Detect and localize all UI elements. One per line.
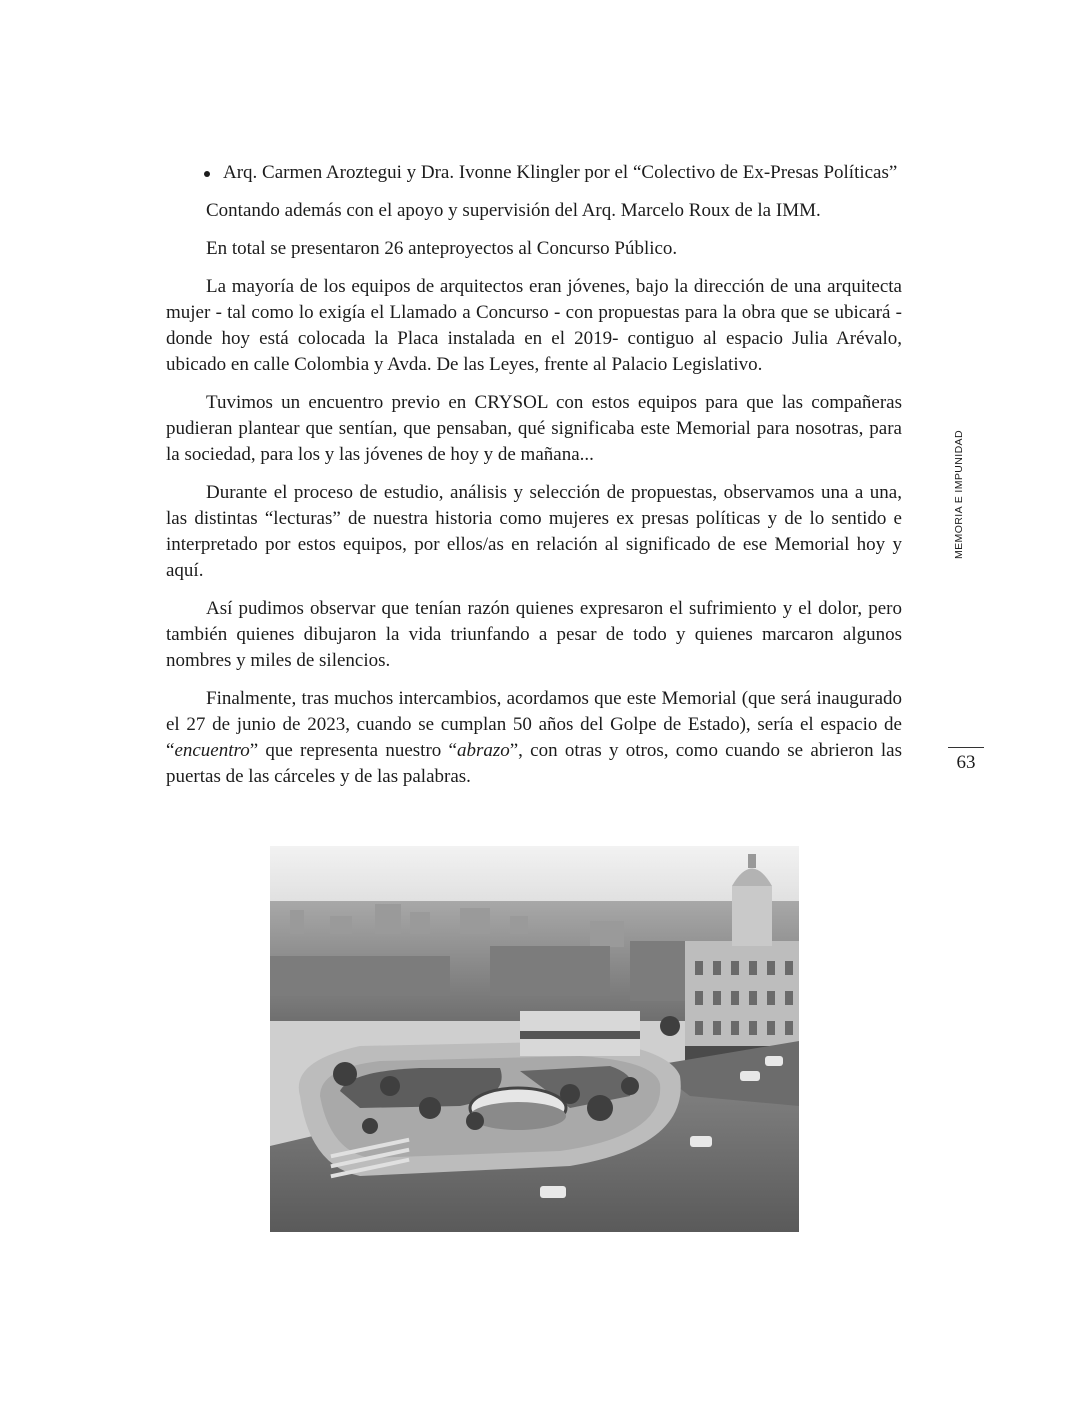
paragraph-7-encuentro: encuentro xyxy=(174,740,250,761)
photo-illustration xyxy=(270,846,799,1232)
memorial-aerial-photo xyxy=(270,846,799,1232)
paragraph-7-part-a: Finalmente, tras muchos intercambios, acordamos que este Memorial (que será inaugurado el 27 de junio de 2023, cuando se cumplan 50 años del Golpe de Estado), sería el espacio de “ xyxy=(166,688,902,761)
paragraph-6: Así pudimos observar que tenían razón quienes expresaron el sufrimiento y el dolor, pero también quienes dibujaron la vida triunfando a pesar de todo y quienes marcaron algunos nombres y miles de silencios. xyxy=(166,598,902,671)
running-section-label: MEMORIA E IMPUNIDAD xyxy=(953,430,965,559)
paragraph-7-part-c: ” que representa nuestro “ xyxy=(249,740,457,761)
bullet-dot-icon xyxy=(204,171,210,177)
paragraph-7-part-e: ”, con otras y otros, como cuando se abrieron las puertas de las cárceles y de las palabras. xyxy=(166,740,902,787)
paragraph-1: Contando además con el apoyo y supervisión del Arq. Marcelo Roux de la IMM. xyxy=(206,200,821,221)
paragraph-4: Tuvimos un encuentro previo en CRYSOL con estos equipos para que las compañeras pudieran plantear que sentían, que pensaban, qué significaba este Memorial para nosotras, para la sociedad, para los y las jóvenes de hoy y de mañana... xyxy=(166,392,902,465)
paragraph-2: En total se presentaron 26 anteproyectos al Concurso Público. xyxy=(206,238,678,259)
bullet-text: Arq. Carmen Aroztegui y Dra. Ivonne Klingler por el “Colectivo de Ex-Presas Políticas” xyxy=(223,162,898,183)
paragraph-5: Durante el proceso de estudio, análisis y selección de propuestas, observamos una a una, las distintas “lecturas” de nuestra historia como mujeres ex presas políticas y de lo sentido e interpretado por estos equipos, por ellos/as en relación al significado de ese Memorial hoy y aquí. xyxy=(166,482,902,581)
body-text xyxy=(166,160,902,802)
paragraph-3: La mayoría de los equipos de arquitectos eran jóvenes, bajo la dirección de una arquitecta mujer - tal como lo exigía el Llamado a Concurso - con propuestas para la obra que se ubicará -donde hoy está colocada la Placa instalada en el 2019- contiguo al espacio Julia Arévalo, ubicado en calle Colombia y Avda. De las Leyes, frente al Palacio Legislativo. xyxy=(166,276,902,375)
paragraph-7-abrazo: abrazo xyxy=(456,740,510,761)
paragraph-7 xyxy=(166,686,902,790)
page-number: 63 xyxy=(956,752,976,773)
bullet-item xyxy=(166,160,902,186)
page-number-rule xyxy=(948,747,984,748)
